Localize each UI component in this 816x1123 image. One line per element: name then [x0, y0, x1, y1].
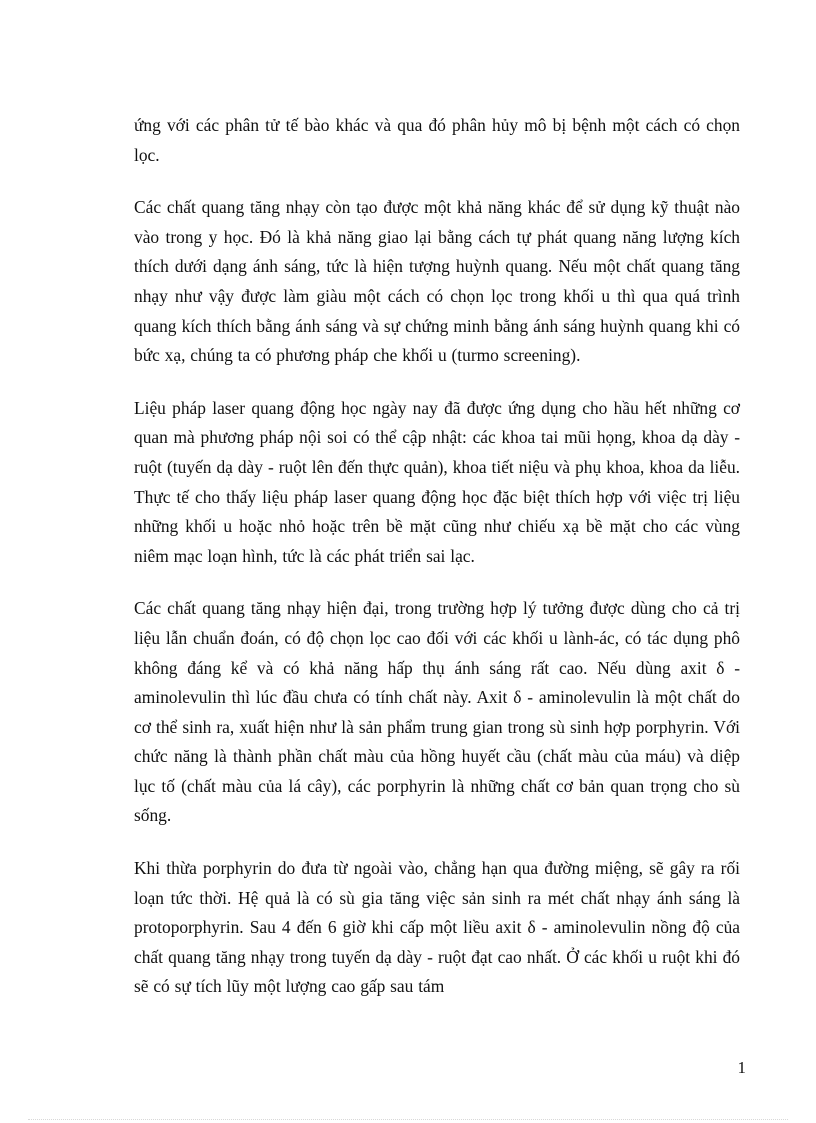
page-number: 1 [737, 1058, 746, 1077]
page-bottom-divider [28, 1119, 788, 1120]
page-body [134, 111, 740, 1025]
paragraph: Các chất quang tăng nhạy còn tạo được một khả năng khác để sử dụng kỹ thuật nào vào trong y học. Đó là khả năng giao lại bằng cách tự phát quang năng lượng kích thích dưới dạng ánh sáng, tức là hiện tượng huỳnh quang. Nếu một chất quang tăng nhạy như vậy được làm giàu một cách có chọn lọc trong khối u thì qua quá trình quang kích thích bằng ánh sáng và sự chứng minh bằng ánh sáng huỳnh quang khi có bức xạ, chúng ta có phương pháp che khối u (turmo screening). [134, 197, 740, 366]
paragraph: Các chất quang tăng nhạy hiện đại, trong trường hợp lý tưởng được dùng cho cả trị liệu lẫn chuẩn đoán, có độ chọn lọc cao đối với các khối u lành-ác, có tác dụng phô không đáng kể và có khả năng hấp thụ ánh sáng rất cao. Nếu dùng axit δ - aminolevulin thì lúc đầu chưa có tính chất này. Axit δ - aminolevulin là một chất do cơ thể sinh ra, xuất hiện như là sản phẩm trung gian trong sù sinh hợp porphyrin. Với chức năng là thành phần chất màu của hồng huyết cầu (chất màu của máu) và diệp lục tố (chất màu của lá cây), các porphyrin là những chất cơ bản quan trọng cho sù sống. [134, 598, 740, 826]
paragraph: Khi thừa porphyrin do đưa từ ngoài vào, chẳng hạn qua đường miệng, sẽ gây ra rối loạn tức thời. Hệ quả là có sù gia tăng việc sản sinh ra mét chất nhạy ánh sáng là protoporphyrin. Sau 4 đến 6 giờ khi cấp một liều axit δ - aminolevulin nồng độ của chất quang tăng nhạy trong tuyến dạ dày - ruột đạt cao nhất. Ở các khối u ruột khi đó sẽ có sự tích lũy một lượng cao gấp sau tám [134, 858, 740, 997]
paragraph: ứng với các phân tử tế bào khác và qua đó phân hủy mô bị bệnh một cách có chọn lọc. [134, 115, 740, 165]
paragraph: Liệu pháp laser quang động học ngày nay đã được ứng dụng cho hầu hết những cơ quan mà phương pháp nội soi có thể cập nhật: các khoa tai mũi họng, khoa dạ dày - ruột (tuyến dạ dày - ruột lên đến thực quản), khoa tiết niệu và phụ khoa, khoa da liễu. Thực tế cho thấy liệu pháp laser quang động học đặc biệt thích hợp với việc trị liệu những khối u hoặc nhỏ hoặc trên bề mặt cũng như chiếu xạ bề mặt cho các vùng niêm mạc loạn hình, tức là các phát triển sai lạc. [134, 397, 740, 566]
